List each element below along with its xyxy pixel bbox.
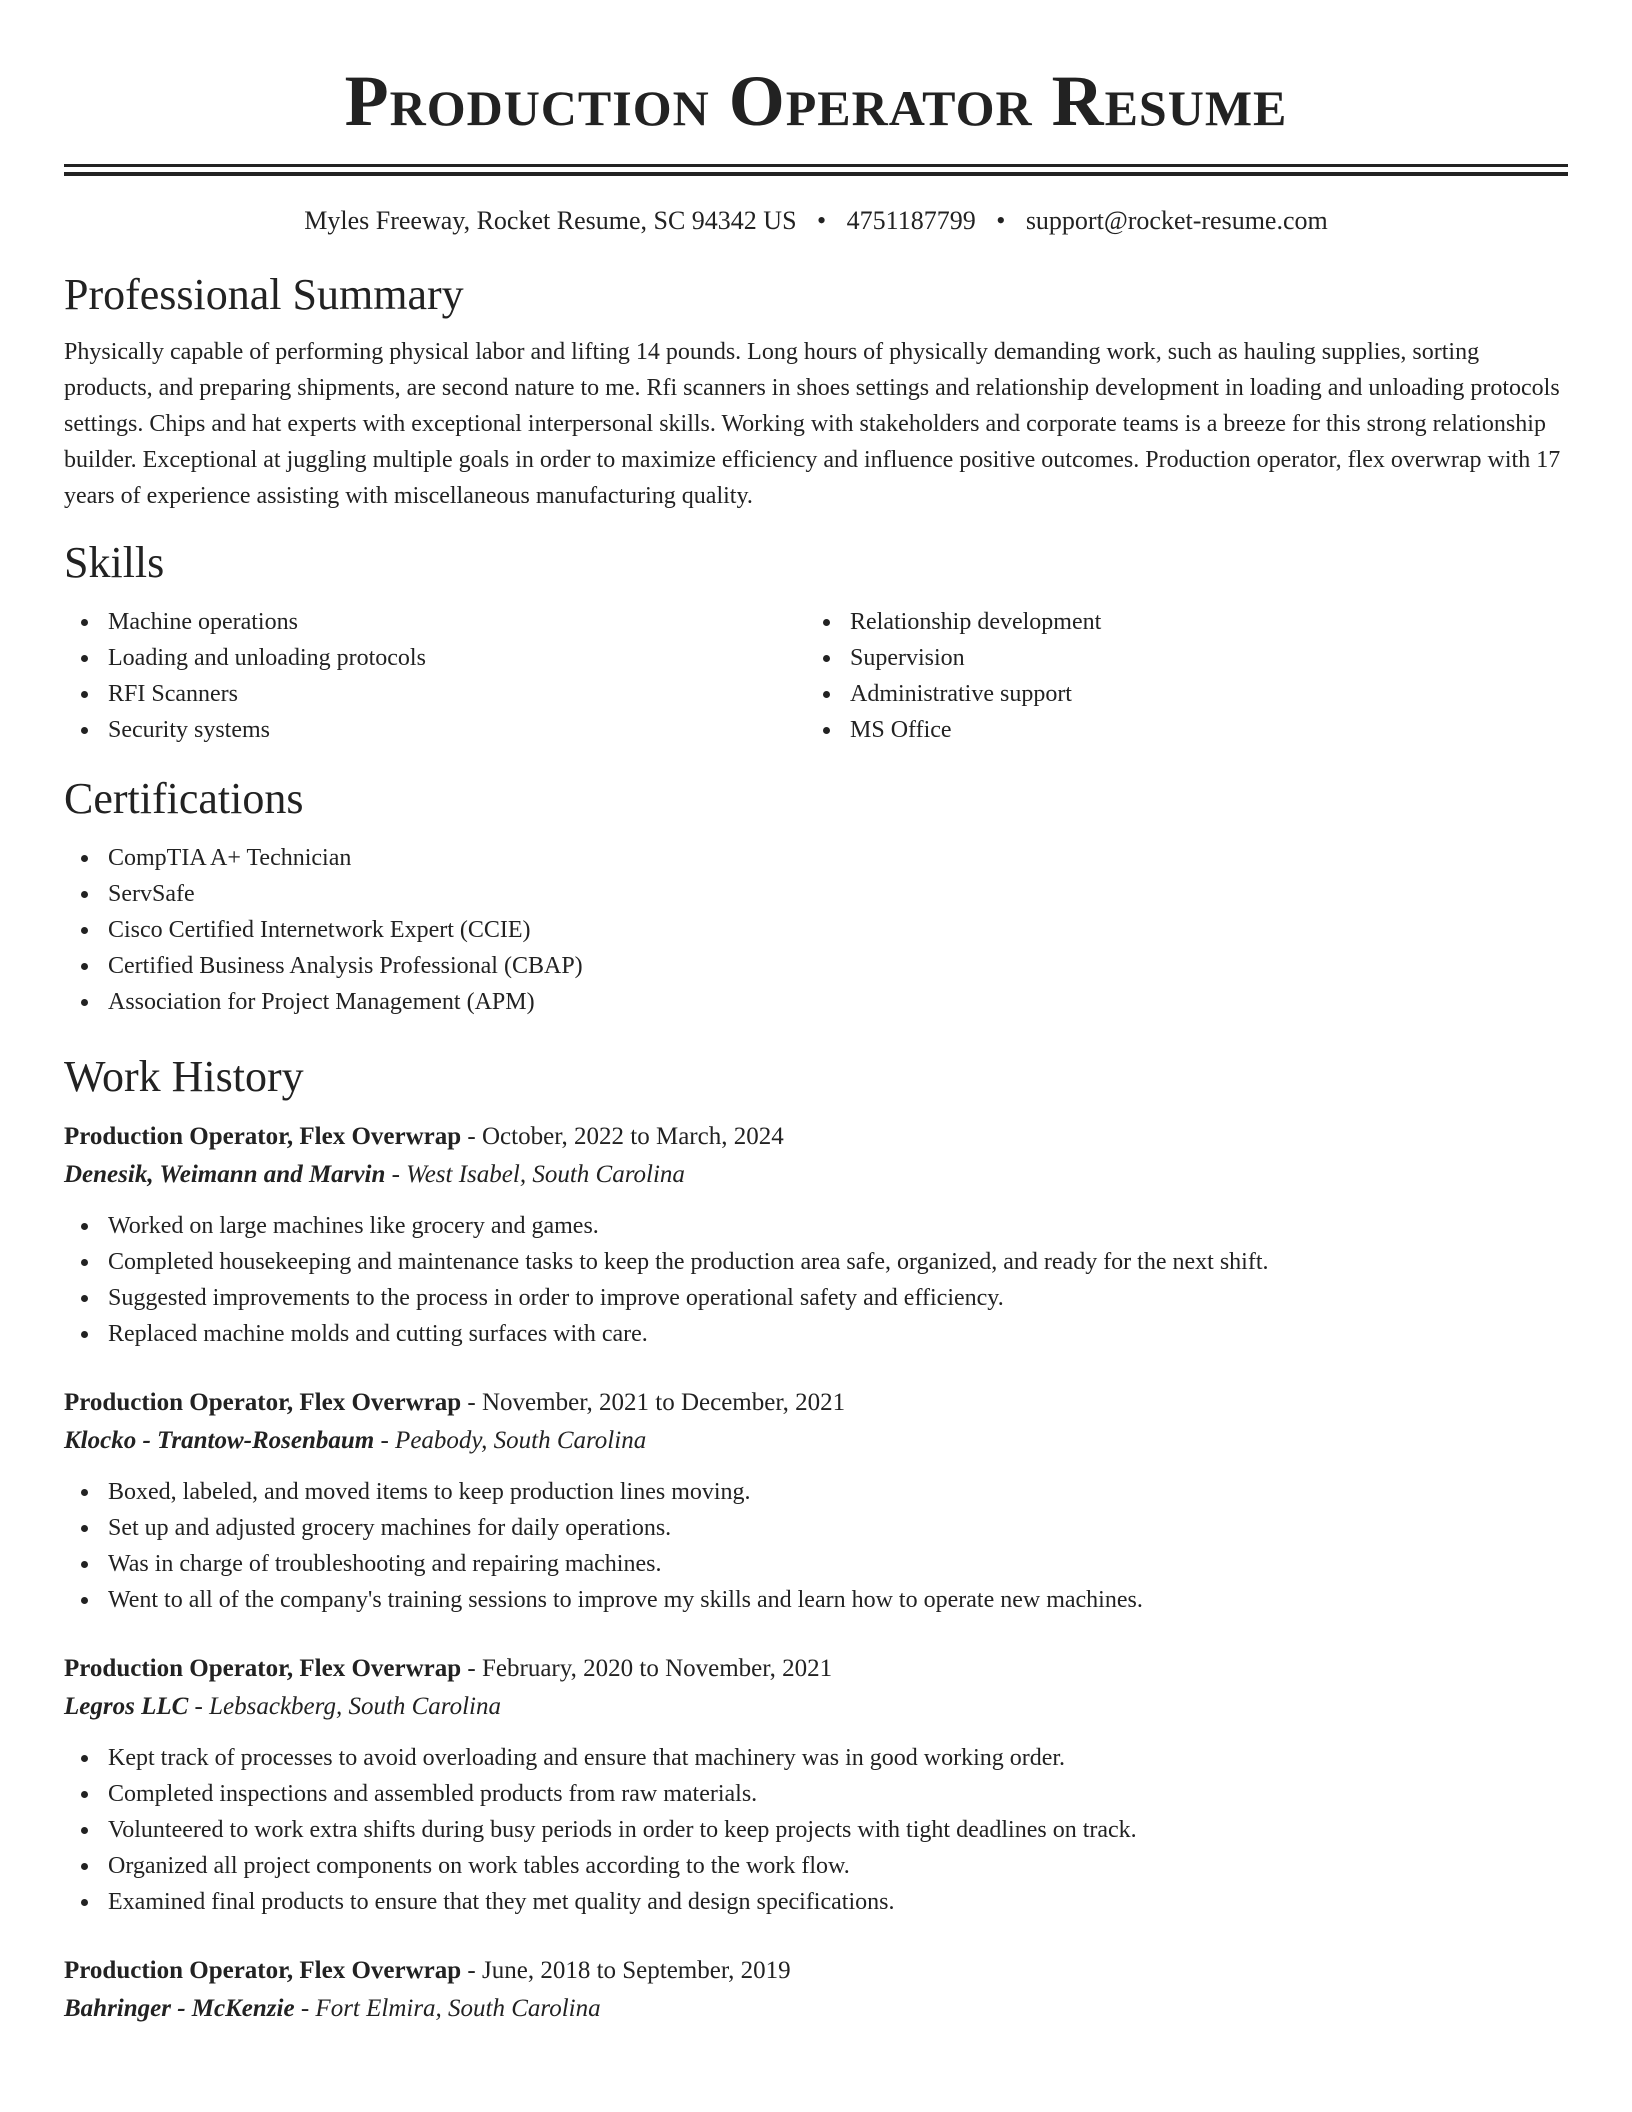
job-title-line — [64, 1384, 1568, 1422]
contact-separator: • — [817, 206, 827, 235]
job-company: Denesik, Weimann and Marvin — [64, 1161, 386, 1188]
job-company: Klocko - Trantow-Rosenbaum — [64, 1427, 375, 1454]
job-duty-item: Was in charge of troubleshooting and repairing machines. — [64, 1546, 1568, 1582]
job-duty-item: Went to all of the company's training sessions to improve my skills and learn how to operate new machines. — [64, 1582, 1568, 1618]
job-title-line — [64, 1952, 1568, 1990]
job-location: - West Isabel, South Carolina — [385, 1161, 685, 1188]
job-duty-item: Organized all project components on work tables according to the work flow. — [64, 1848, 1568, 1884]
job-role: Production Operator, Flex Overwrap — [64, 1957, 462, 1984]
job-dates: - February, 2020 to November, 2021 — [461, 1655, 833, 1682]
summary-text: Physically capable of performing physical labor and lifting 14 pounds. Long hours of physically demanding work, such as hauling supplies, sorting products, and preparing shipments, are second nature to me. Rfi scanners in shoes settings and relationship development in loading and unloading protocols settings. Chips and hat experts with exceptional interpersonal skills. Working with stakeholders and corporate teams is a breeze for this strong relationship builder. Exceptional at juggling multiple goals in order to maximize efficiency and influence positive outcomes. Production operator, flex overwrap with 17 years of experience assisting with miscellaneous manufacturing quality. — [64, 339, 1561, 509]
contact-separator: • — [996, 206, 1006, 235]
title-divider-bottom — [64, 172, 1568, 176]
job-duty-item: Suggested improvements to the process in order to improve operational safety and efficiency. — [64, 1280, 1568, 1316]
certification-item: CompTIA A+ Technician — [64, 840, 1568, 876]
job-duty-item: Completed housekeeping and maintenance tasks to keep the production area safe, organized, and ready for the next shift. — [64, 1244, 1568, 1280]
skill-item: RFI Scanners — [64, 676, 806, 712]
skills-list — [64, 604, 1568, 748]
job-role: Production Operator, Flex Overwrap — [64, 1655, 462, 1682]
job-title-line — [64, 1650, 1568, 1688]
job-location: - Lebsackberg, South Carolina — [188, 1693, 502, 1720]
job-role: Production Operator, Flex Overwrap — [64, 1389, 462, 1416]
contact-phone: 4751187799 — [846, 206, 976, 235]
certifications-heading: Certifications — [64, 774, 304, 823]
job-company-line — [64, 1422, 1568, 1460]
skills-heading: Skills — [64, 538, 165, 587]
job-duty-item: Set up and adjusted grocery machines for daily operations. — [64, 1510, 1568, 1546]
job-company: Bahringer - McKenzie — [64, 1995, 295, 2022]
job-dates: - November, 2021 to December, 2021 — [461, 1389, 846, 1416]
job-duty-item: Completed inspections and assembled products from raw materials. — [64, 1776, 1568, 1812]
job-duties — [64, 1208, 1568, 1352]
job-entry — [64, 1952, 1568, 2028]
job-duty-item: Volunteered to work extra shifts during busy periods in order to keep projects with tight deadlines on track. — [64, 1812, 1568, 1848]
skills-column-right — [806, 604, 1548, 748]
job-duty-item: Boxed, labeled, and moved items to keep production lines moving. — [64, 1474, 1568, 1510]
contact-email: support@rocket-resume.com — [1025, 206, 1328, 235]
job-company: Legros LLC — [64, 1693, 189, 1720]
job-duty-item: Replaced machine molds and cutting surfaces with care. — [64, 1316, 1568, 1352]
job-dates: - June, 2018 to September, 2019 — [461, 1957, 791, 1984]
job-entry — [64, 1650, 1568, 1920]
job-entry — [64, 1118, 1568, 1352]
skill-item: Loading and unloading protocols — [64, 640, 806, 676]
skill-item: Relationship development — [806, 604, 1548, 640]
certification-item: Certified Business Analysis Professional (CBAP) — [64, 948, 1568, 984]
job-duty-item: Examined final products to ensure that they met quality and design specifications. — [64, 1884, 1568, 1920]
job-duties — [64, 1740, 1568, 1920]
skill-item: Security systems — [64, 712, 806, 748]
job-duty-item: Worked on large machines like grocery and games. — [64, 1208, 1568, 1244]
certifications-list — [64, 840, 1568, 1020]
job-location: - Fort Elmira, South Carolina — [294, 1995, 601, 2022]
skill-item: MS Office — [806, 712, 1548, 748]
job-duty-item: Kept track of processes to avoid overloading and ensure that machinery was in good working order. — [64, 1740, 1568, 1776]
contact-line — [64, 204, 1568, 238]
work-history-heading: Work History — [64, 1052, 304, 1101]
job-role: Production Operator, Flex Overwrap — [64, 1123, 462, 1150]
page-title: Production Operator Resume — [344, 61, 1288, 141]
job-company-line — [64, 1688, 1568, 1726]
certification-item: Cisco Certified Internetwork Expert (CCIE) — [64, 912, 1568, 948]
job-title-line — [64, 1118, 1568, 1156]
job-duties — [64, 1474, 1568, 1618]
job-company-line — [64, 1156, 1568, 1194]
certification-item: ServSafe — [64, 876, 1568, 912]
certification-item: Association for Project Management (APM) — [64, 984, 1568, 1020]
skill-item: Administrative support — [806, 676, 1548, 712]
job-location: - Peabody, South Carolina — [374, 1427, 647, 1454]
job-dates: - October, 2022 to March, 2024 — [461, 1123, 784, 1150]
contact-address: Myles Freeway, Rocket Resume, SC 94342 US — [304, 206, 797, 235]
job-company-line — [64, 1990, 1568, 2028]
job-entry — [64, 1384, 1568, 1618]
skill-item: Machine operations — [64, 604, 806, 640]
skills-column-left — [64, 604, 806, 748]
summary-heading: Professional Summary — [64, 270, 464, 319]
skill-item: Supervision — [806, 640, 1548, 676]
